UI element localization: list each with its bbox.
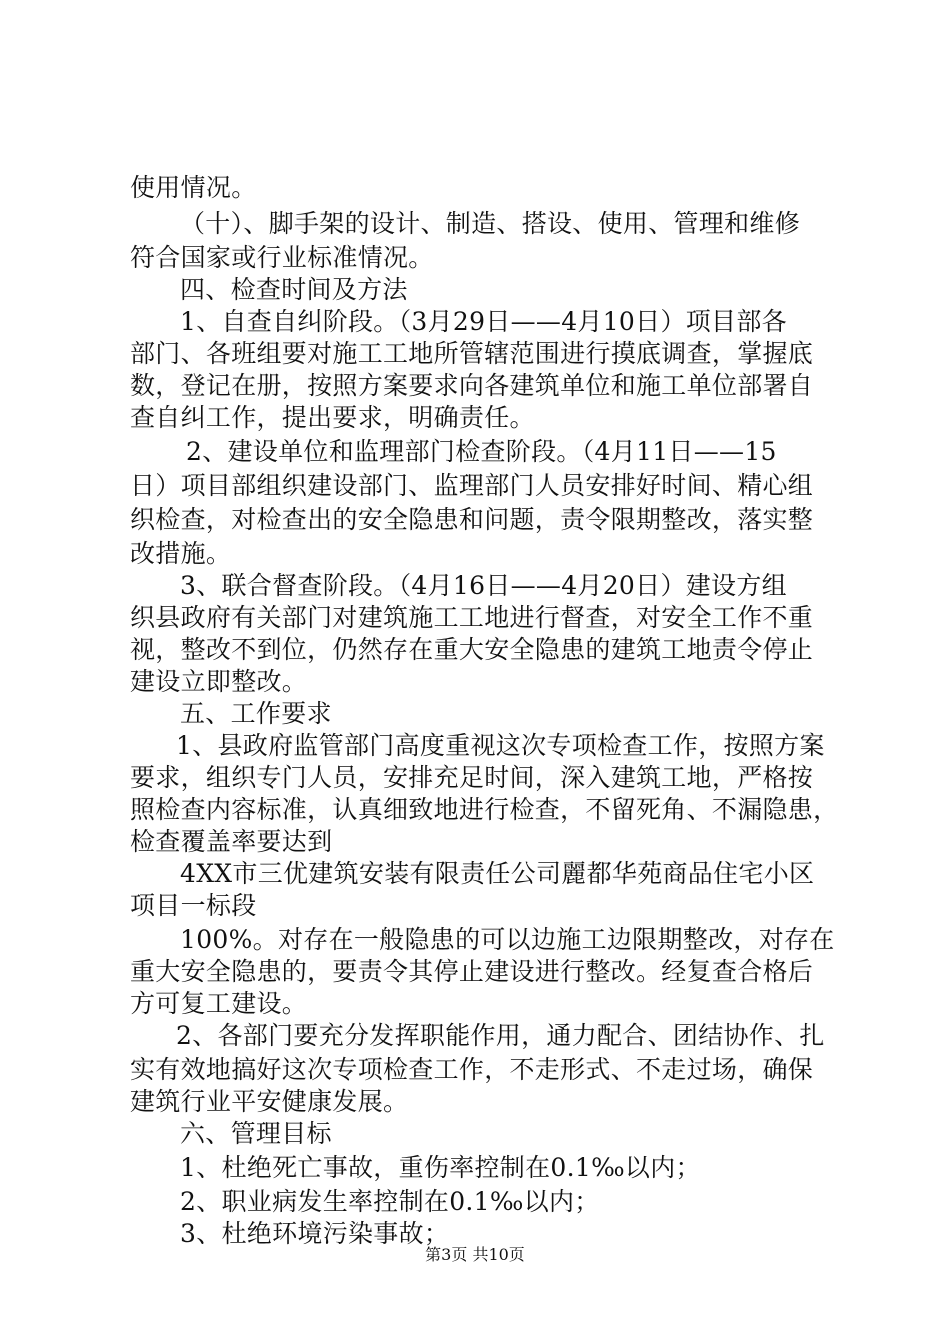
page-number-footer: 第3页 共10页 <box>425 1245 525 1264</box>
text-line: 五、工作要求 <box>180 699 332 728</box>
text-line: 实有效地搞好这次专项检查工作，不走形式、不走过场，确保 <box>130 1055 814 1084</box>
text-line: 3、杜绝环境污染事故； <box>180 1219 450 1248</box>
text-line: 重大安全隐患的，要责令其停止建设进行整改。经复查合格后 <box>130 957 814 986</box>
text-line: 使用情况。 <box>130 173 257 202</box>
text-line: 建筑行业平安健康发展。 <box>130 1087 409 1116</box>
text-line: 日）项目部组织建设部门、监理部门人员安排好时间、精心组 <box>130 471 814 500</box>
text-line: 改措施。 <box>130 539 232 568</box>
text-line: 4XX市三优建筑安装有限责任公司麗都华苑商品住宅小区 <box>180 859 815 888</box>
text-line: 1、杜绝死亡事故，重伤率控制在0.1‰以内； <box>180 1153 701 1182</box>
text-line: 照检查内容标准，认真细致地进行检查，不留死角、不漏隐患， <box>130 795 839 824</box>
text-line: 部门、各班组要对施工工地所管辖范围进行摸底调查，掌握底 <box>130 339 814 368</box>
text-line: 织县政府有关部门对建筑施工工地进行督查，对安全工作不重 <box>130 603 814 632</box>
text-line: 2、各部门要充分发挥职能作用，通力配合、团结协作、扎 <box>176 1021 825 1050</box>
text-line: 2、职业病发生率控制在0.1‰以内； <box>180 1187 600 1216</box>
text-line: 3、联合督查阶段。（4月16日——4月20日）建设方组 <box>180 571 787 600</box>
text-line: 方可复工建设。 <box>130 989 308 1018</box>
text-line: 2、建设单位和监理部门检查阶段。（4月11日——15 <box>186 437 777 466</box>
text-line: 要求，组织专门人员，安排充足时间，深入建筑工地，严格按 <box>130 763 814 792</box>
text-line: 符合国家或行业标准情况。 <box>130 243 434 272</box>
text-line: 检查覆盖率要达到 <box>130 827 333 856</box>
text-line: （十）、脚手架的设计、制造、搭设、使用、管理和维修 <box>180 209 801 238</box>
text-line: 1、县政府监管部门高度重视这次专项检查工作，按照方案 <box>176 731 825 760</box>
text-line: 查自纠工作，提出要求，明确责任。 <box>130 403 535 432</box>
text-line: 六、管理目标 <box>180 1119 332 1148</box>
text-line: 四、检查时间及方法 <box>180 275 408 304</box>
text-line: 项目一标段 <box>130 891 257 920</box>
text-line: 1、自查自纠阶段。（3月29日——4月10日）项目部各 <box>180 307 787 336</box>
text-line: 100%。对存在一般隐患的可以边施工边限期整改，对存在 <box>180 925 835 954</box>
text-line: 视，整改不到位，仍然存在重大安全隐患的建筑工地责令停止 <box>130 635 814 664</box>
text-line: 数，登记在册，按照方案要求向各建筑单位和施工单位部署自 <box>130 371 814 400</box>
text-line: 织检查，对检查出的安全隐患和问题，责令限期整改，落实整 <box>130 505 814 534</box>
text-line: 建设立即整改。 <box>130 667 308 696</box>
